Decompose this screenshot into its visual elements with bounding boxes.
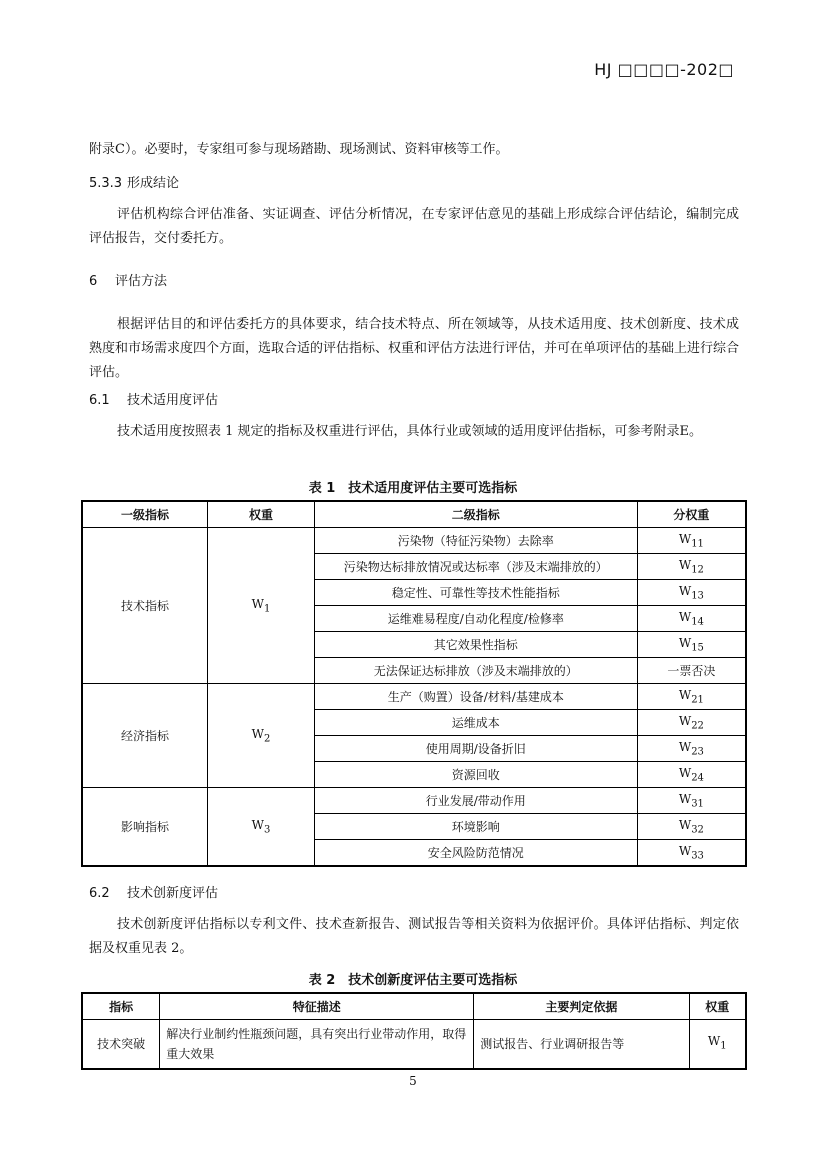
table-row xyxy=(82,684,746,710)
table-row xyxy=(82,528,746,554)
heading-number: 6.1 xyxy=(89,393,110,408)
group-weight: $W_2$ xyxy=(208,684,315,788)
header-subweight: 分权重 xyxy=(637,501,746,528)
subweight: $W_{14}$ xyxy=(637,606,746,632)
indicator: 稳定性、可靠性等技术性能指标 xyxy=(314,580,637,606)
group-name: 技术指标 xyxy=(82,528,208,684)
header-description: 特征描述 xyxy=(160,993,474,1020)
subweight: $W_{23}$ xyxy=(637,736,746,762)
indicator: 其它效果性指标 xyxy=(314,632,637,658)
indicator-basis: 测试报告、行业调研报告等 xyxy=(474,1020,689,1070)
indicator-description: 解决行业制约性瓶颈问题，具有突出行业带动作用，取得重大效果 xyxy=(160,1020,474,1070)
subweight: $W_{11}$ xyxy=(637,528,746,554)
heading-6-1 xyxy=(89,389,218,408)
table-header-row xyxy=(82,501,746,528)
heading-5-3-3 xyxy=(89,172,179,191)
paragraph-6-1: 技术适用度按照表 1 规定的指标及权重进行评估，具体行业或领域的适用度评估指标，可参考附录E。 xyxy=(117,424,703,439)
subweight: $W_{21}$ xyxy=(637,684,746,710)
indicator: 污染物达标排放情况或达标率（涉及末端排放的） xyxy=(314,554,637,580)
paragraph-6-2: 技术创新度评估指标以专利文件、技术查新报告、测试报告等相关资料为依据评价。具体评估指标、判定依据及权重见表 2。 xyxy=(89,917,739,956)
indicator: 运维难易程度/自动化程度/检修率 xyxy=(314,606,637,632)
indicator: 使用周期/设备折旧 xyxy=(314,736,637,762)
table-technical-innovation xyxy=(81,992,747,1070)
subweight: $W_{13}$ xyxy=(637,580,746,606)
indicator: 无法保证达标排放（涉及末端排放的） xyxy=(314,658,637,684)
header-level2: 二级指标 xyxy=(314,501,637,528)
heading-title: 评估方法 xyxy=(115,274,168,289)
heading-number: 6 xyxy=(89,274,98,289)
indicator: 污染物（特征污染物）去除率 xyxy=(314,528,637,554)
table-row xyxy=(82,1020,746,1070)
table-header-row xyxy=(82,993,746,1020)
indicator: 运维成本 xyxy=(314,710,637,736)
heading-title: 形成结论 xyxy=(127,176,180,191)
subweight: $W_{15}$ xyxy=(637,632,746,658)
group-name: 影响指标 xyxy=(82,788,208,867)
indicator: 环境影响 xyxy=(314,814,637,840)
subweight: $W_{33}$ xyxy=(637,840,746,867)
paragraph-6: 根据评估目的和评估委托方的具体要求，结合技术特点、所在领域等，从技术适用度、技术创新度、技术成熟度和市场需求度四个方面，选取合适的评估指标、权重和评估方法进行评估，并可在单项评估的基础上进行综合评估。 xyxy=(89,317,740,380)
heading-number: 5.3.3 xyxy=(89,176,123,191)
subweight: $W_{31}$ xyxy=(637,788,746,814)
indicator: 生产（购置）设备/材料/基建成本 xyxy=(314,684,637,710)
subweight: $W_{22}$ xyxy=(637,710,746,736)
paragraph-5-3-3: 评估机构综合评估准备、实证调查、评估分析情况，在专家评估意见的基础上形成综合评估结论，编制完成评估报告，交付委托方。 xyxy=(89,207,739,246)
group-weight: $W_3$ xyxy=(208,788,315,867)
group-name: 经济指标 xyxy=(82,684,208,788)
table-technical-applicability xyxy=(81,500,747,867)
subweight: $W_{24}$ xyxy=(637,762,746,788)
header-weight: 权重 xyxy=(689,993,746,1020)
indicator: 行业发展/带动作用 xyxy=(314,788,637,814)
heading-title: 技术创新度评估 xyxy=(127,886,219,901)
subweight: $W_{32}$ xyxy=(637,814,746,840)
table1-caption: 表 1 技术适用度评估主要可选指标 xyxy=(308,481,518,496)
heading-number: 6.2 xyxy=(89,886,110,901)
heading-6 xyxy=(89,270,167,289)
header-indicator: 指标 xyxy=(82,993,160,1020)
table2-caption: 表 2 技术创新度评估主要可选指标 xyxy=(308,973,518,988)
indicator-name: 技术突破 xyxy=(82,1020,160,1070)
header-weight: 权重 xyxy=(208,501,315,528)
paragraph-intro: 附录C）。必要时，专家组可参与现场踏勘、现场测试、资料审核等工作。 xyxy=(89,142,509,157)
subweight: $W_{12}$ xyxy=(637,554,746,580)
table-row xyxy=(82,788,746,814)
heading-title: 技术适用度评估 xyxy=(127,393,219,408)
page-number: 5 xyxy=(409,1074,417,1088)
group-weight: $W_1$ xyxy=(208,528,315,684)
indicator: 安全风险防范情况 xyxy=(314,840,637,867)
document-code: HJ □□□□-202□ xyxy=(594,60,734,79)
indicator-weight: $W_1$ xyxy=(689,1020,746,1070)
header-level1: 一级指标 xyxy=(82,501,208,528)
heading-6-2 xyxy=(89,882,218,901)
header-basis: 主要判定依据 xyxy=(474,993,689,1020)
indicator: 资源回收 xyxy=(314,762,637,788)
subweight: 一票否决 xyxy=(637,658,746,684)
